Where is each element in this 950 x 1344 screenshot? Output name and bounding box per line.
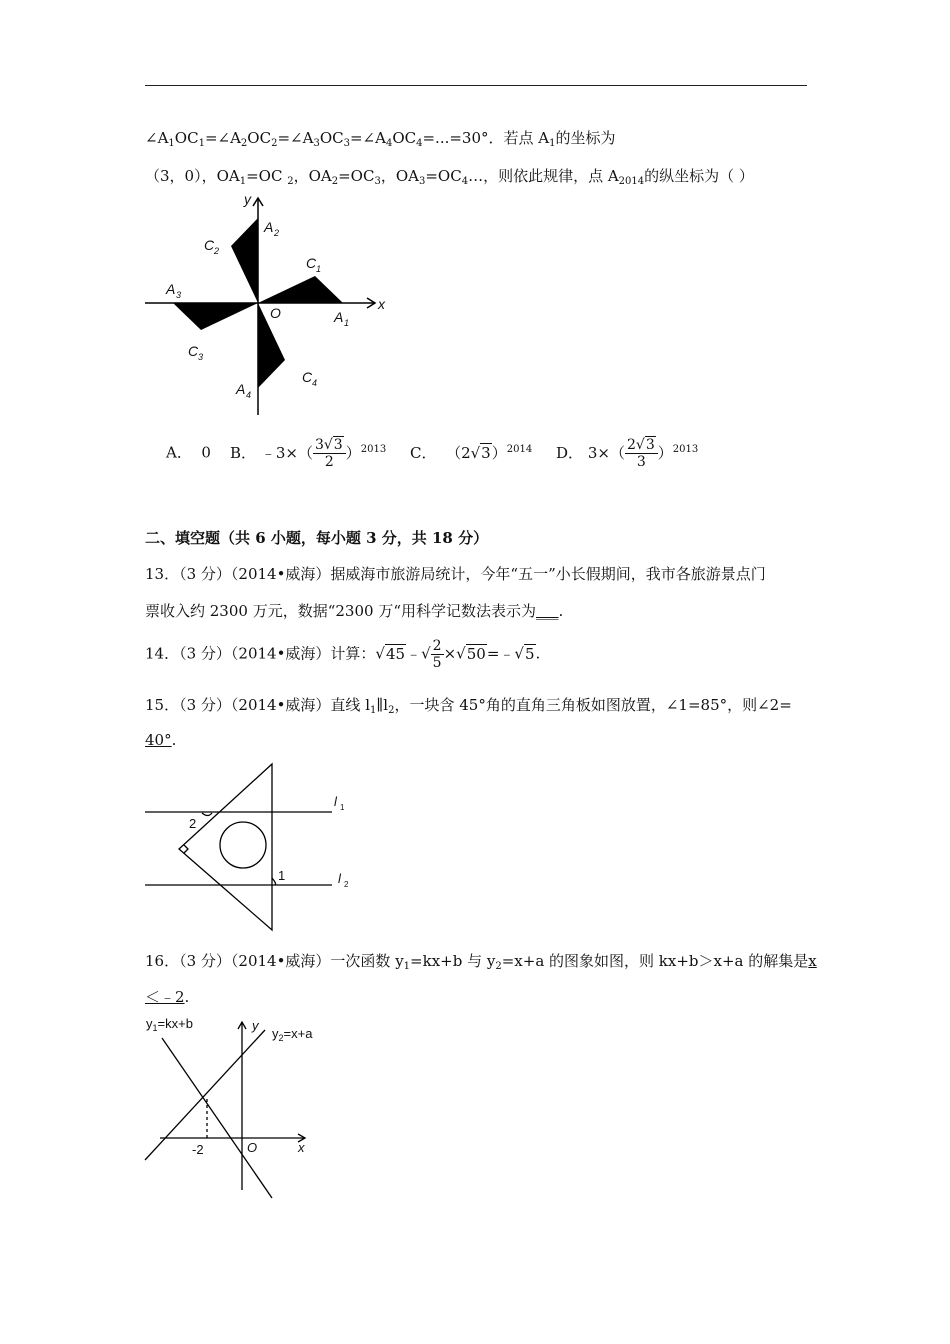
section-title: 二、填空题（共 6 小题，每小题 3 分，共 18 分）: [145, 529, 489, 547]
svg-text:2: 2: [189, 816, 197, 831]
svg-text:2: 2: [214, 246, 220, 256]
svg-text:C: C: [306, 255, 317, 271]
svg-text:O: O: [247, 1140, 258, 1155]
triangle-ruler-figure: [140, 760, 360, 935]
q15-line1: 15．（3 分）（2014•威海）直线 $l_1\parallel l_2$，一块含 45°角的直角三角板如图放置，∠1=85°，则∠2=: [145, 696, 792, 716]
q16-line2: ＜﹣2.: [145, 988, 190, 1006]
x-label: x: [378, 296, 385, 312]
option-b[interactable]: B． ﹣3×（ $\frac{3√3}{2}$ ）$^{2013}$: [230, 437, 387, 470]
q12-options: [166, 437, 698, 470]
svg-text:3: 3: [198, 352, 204, 362]
set-square-hole: [220, 822, 266, 868]
q13-line1: 13．（3 分）（2014•威海）据威海市旅游局统计，今年“五一”小长假期间，我市各旅游景点门: [145, 565, 766, 583]
q15-answer[interactable]: 40°: [145, 731, 172, 749]
svg-text:-2: -2: [192, 1142, 204, 1157]
svg-text:2: 2: [344, 880, 349, 889]
option-c[interactable]: C． $(2√3)^{2014}$: [410, 443, 533, 462]
linear-functions-figure: [140, 1010, 340, 1205]
svg-text:2: 2: [274, 228, 280, 238]
svg-text:C: C: [188, 343, 199, 359]
q15-line2: 40°.: [145, 731, 177, 749]
svg-text:C: C: [204, 237, 215, 253]
set-square: [179, 764, 272, 930]
svg-text:4: 4: [312, 378, 318, 388]
label-y1: $y_1=kx+b$: [146, 1016, 193, 1033]
svg-text:3: 3: [176, 290, 182, 300]
triangle-2: [231, 218, 258, 303]
svg-text:y: y: [252, 1018, 259, 1033]
svg-text:l: l: [334, 794, 337, 809]
svg-text:1: 1: [278, 868, 286, 883]
y-label: y: [244, 191, 251, 207]
line-y1: [162, 1038, 272, 1198]
option-a[interactable]: A． 0: [166, 443, 211, 462]
svg-text:A: A: [334, 309, 344, 325]
angle-2-arc: [202, 813, 212, 816]
q13-line2: 票收入约 2300 万元，数据“2300 万“用科学记数法表示为___.: [145, 602, 564, 620]
svg-text:1: 1: [344, 318, 350, 328]
svg-text:C: C: [302, 369, 313, 385]
svg-text:A: A: [236, 381, 246, 397]
q12-line2: （3，0），$OA_1=OC$ $_2$，$OA_2=OC_3$，$OA_3=OC_4\dots$，则依此规律，点 $A_{2014}$的纵坐标为（ ）: [145, 167, 754, 187]
svg-text:l: l: [338, 871, 341, 886]
q16-line1: 16．（3 分）（2014•威海）一次函数 $y_1=kx+b$ 与 $y_2=x+a$ 的图象如图，则 kx+b＞x+a 的解集是x: [145, 952, 817, 972]
svg-text:4: 4: [246, 390, 252, 400]
q14: 14．（3 分）（2014•威海）计算：√45﹣√ $\frac{2}{5}$ ×√50=﹣√5.: [145, 638, 541, 671]
svg-text:A: A: [166, 281, 176, 297]
q13-blank[interactable]: ___: [536, 602, 559, 620]
svg-text:x: x: [298, 1140, 305, 1155]
right-angle-mark: [184, 845, 188, 853]
label-y2: $y_2=x+a$: [272, 1026, 313, 1043]
pinwheel-figure: [140, 190, 400, 420]
svg-text:A: A: [264, 219, 274, 235]
svg-text:1: 1: [340, 803, 345, 812]
triangle-1: [258, 276, 343, 303]
svg-text:1: 1: [316, 264, 322, 274]
origin-label: O: [270, 305, 281, 321]
q16-answer[interactable]: ＜﹣2: [145, 988, 185, 1006]
triangle-3: [173, 303, 258, 330]
q12-line1: $\angle A_1OC_1=\angle A_2OC_2=\angle A_3OC_3=\angle A_4OC_4=...=30^\circ$．若点 $A_1$的坐标为: [145, 129, 616, 149]
header-rule: [145, 85, 807, 86]
option-d[interactable]: D． 3×（ $\frac{2√3}{3}$ ）$^{2013}$: [556, 437, 699, 470]
